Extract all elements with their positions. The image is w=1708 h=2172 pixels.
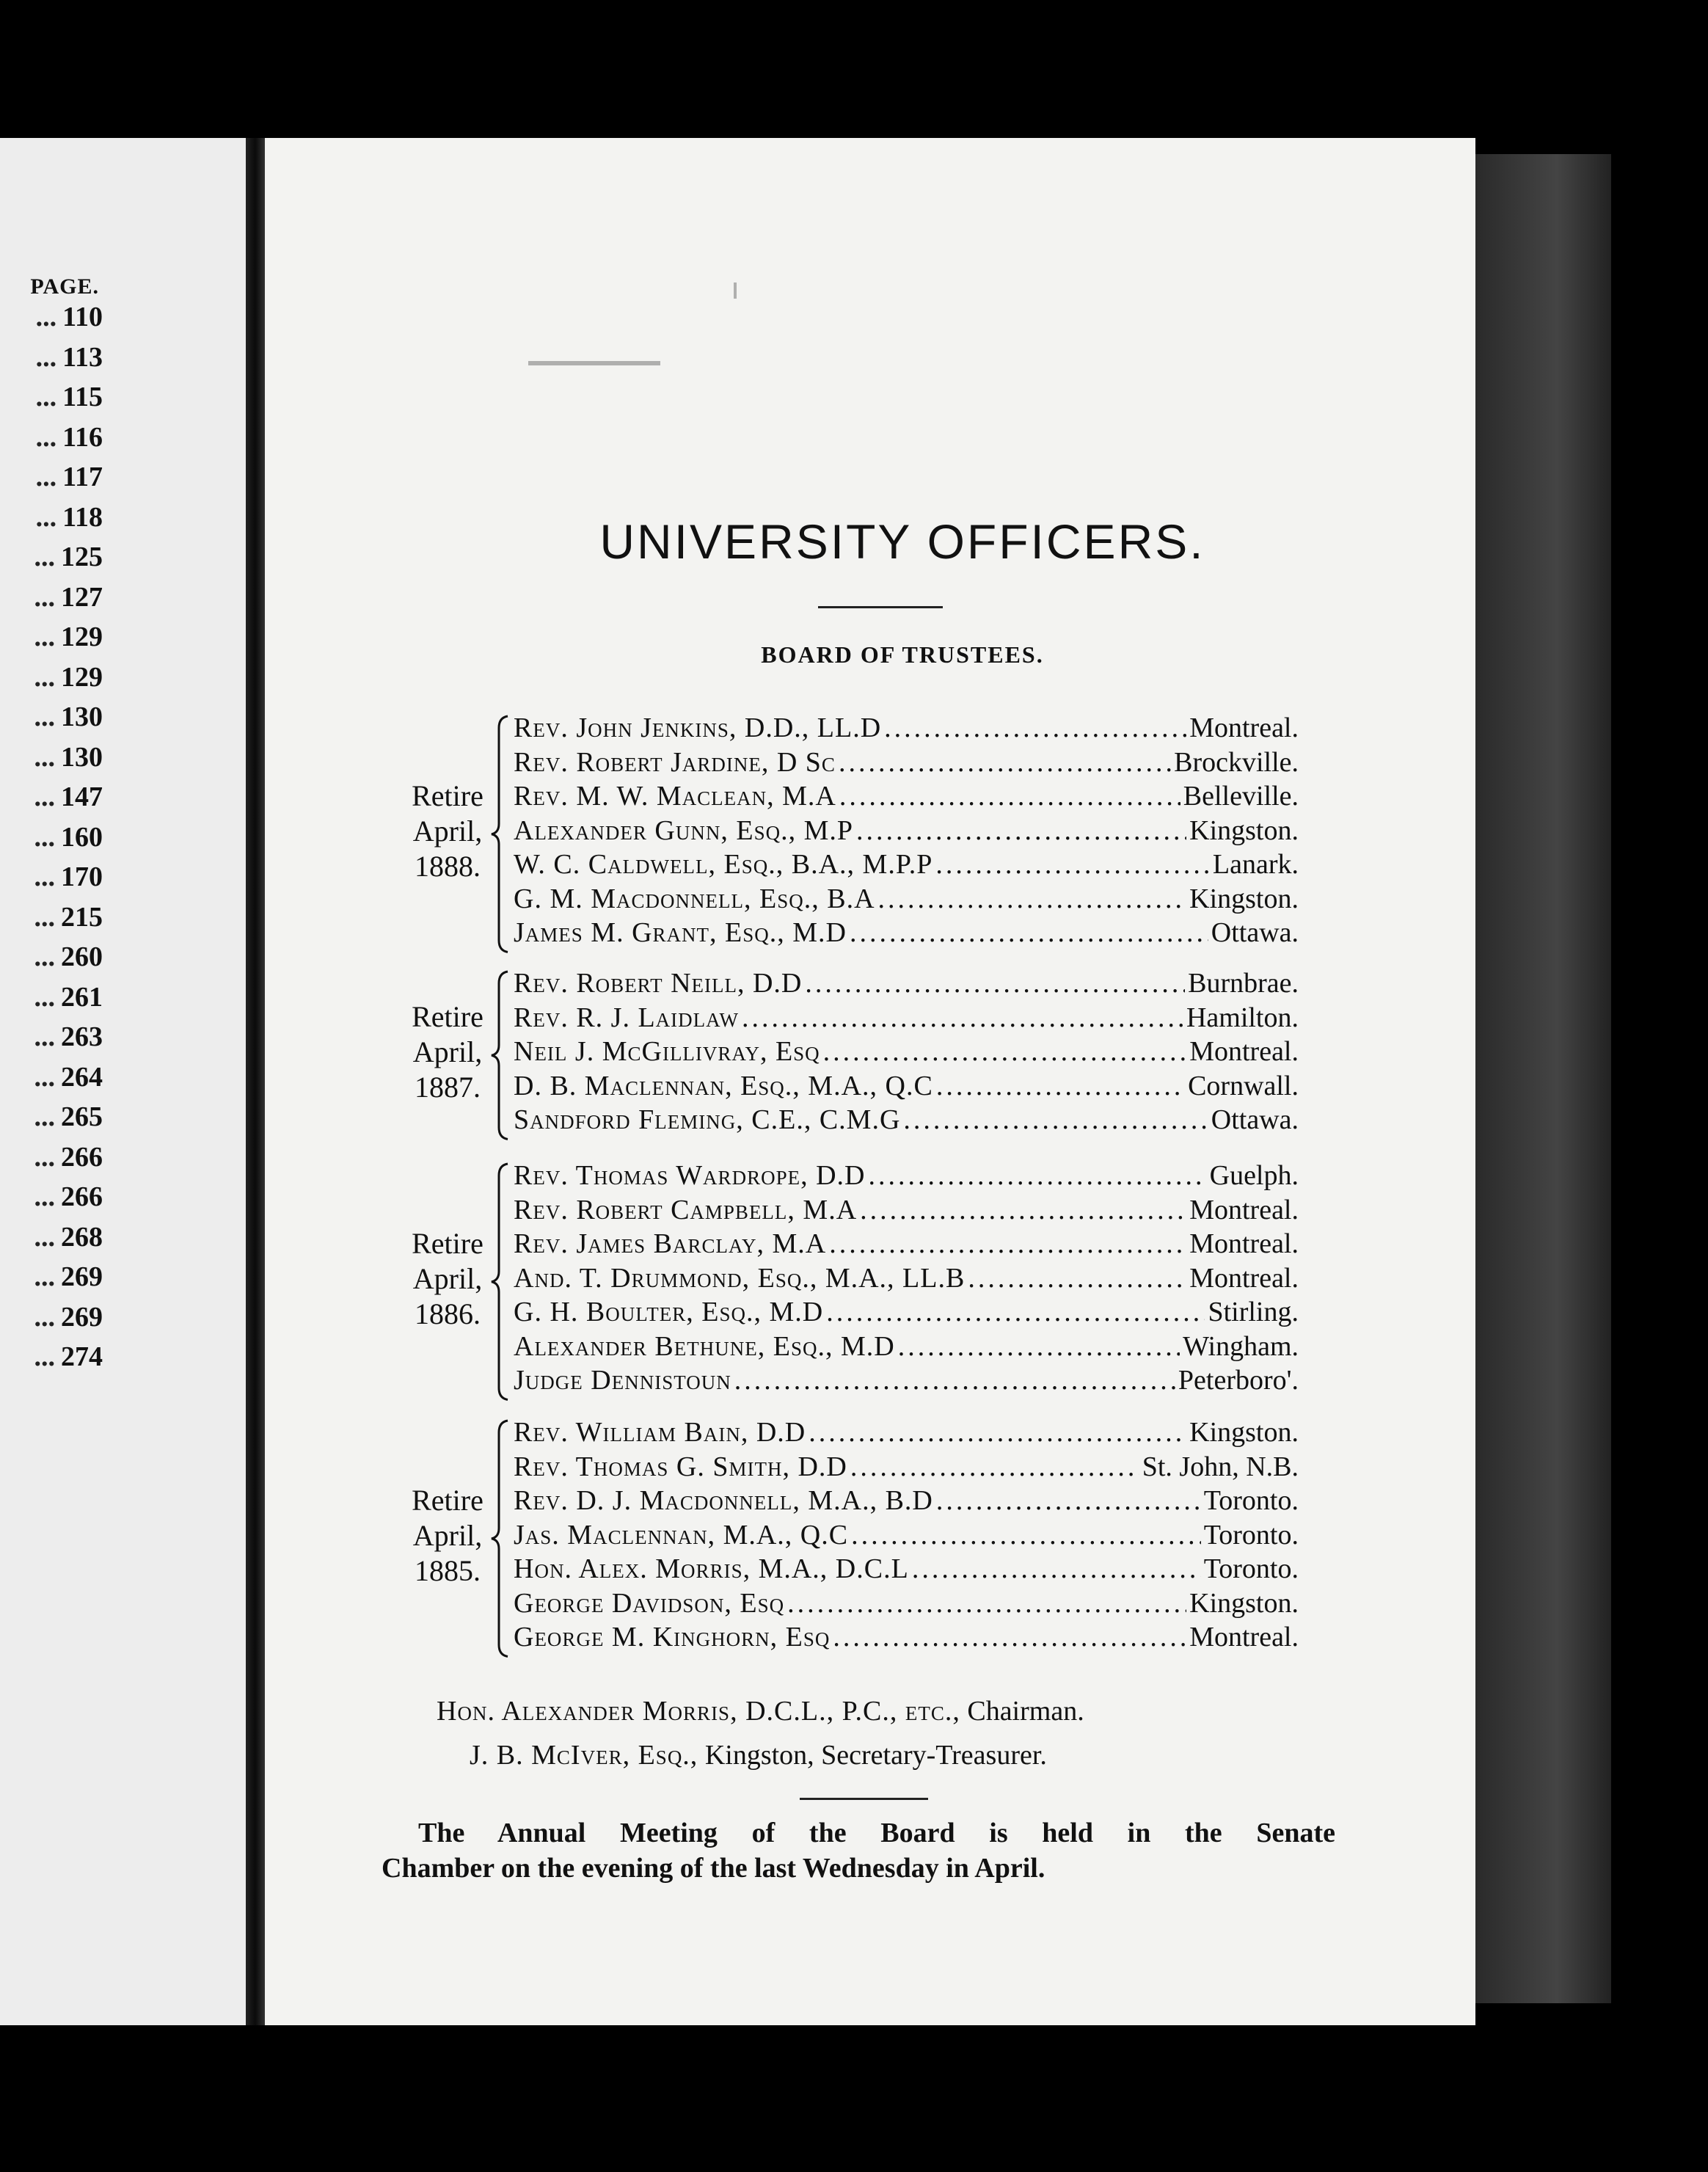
trustee-place: Montreal.: [1189, 1622, 1299, 1652]
leader-dots: [734, 1364, 1175, 1396]
toc-leader-dots: ...: [34, 1341, 55, 1372]
toc-page-row: [0, 301, 103, 333]
trustee-entry: [514, 1484, 1299, 1518]
leader-dots: [805, 967, 1185, 999]
toc-page-row: [0, 781, 103, 813]
print-smudge: [734, 283, 737, 299]
toc-page-row: [0, 1021, 103, 1053]
trustee-name: Rev. Robert Neill, D.D: [514, 968, 803, 999]
toc-leader-dots: ...: [34, 901, 55, 933]
toc-page-number: 269: [61, 1301, 103, 1333]
group-brace: [490, 1419, 512, 1658]
leader-dots: [884, 712, 1186, 744]
trustee-name: G. M. Macdonnell, Esq., B.A: [514, 883, 875, 914]
trustee-entry: [514, 1194, 1299, 1228]
toc-page-number: 170: [61, 861, 103, 892]
retire-label: [393, 1226, 503, 1332]
toc-page-row: [0, 501, 103, 533]
trustee-name: G. H. Boulter, Esq., M.D: [514, 1297, 824, 1327]
meeting-note-line-1: The Annual Meeting of the Board is held in the Senate: [418, 1818, 1335, 1848]
retire-label-line: Retire: [412, 779, 483, 812]
trustee-name: Rev. R. J. Laidlaw: [514, 1002, 739, 1033]
trustee-entry: [514, 1104, 1299, 1137]
trustee-name: Neil J. McGillivray, Esq: [514, 1036, 820, 1067]
leader-dots: [935, 848, 1210, 881]
toc-page-number: 127: [61, 581, 103, 613]
toc-page-row: [0, 821, 103, 853]
trustee-place: Stirling.: [1208, 1297, 1299, 1327]
toc-page-number: 266: [61, 1181, 103, 1212]
trustee-entry: [514, 1519, 1299, 1553]
toc-leader-dots: ...: [34, 1181, 55, 1212]
trustee-place: Ottawa.: [1211, 917, 1299, 948]
leader-dots: [809, 1416, 1186, 1448]
leader-dots: [826, 1296, 1205, 1328]
leader-dots: [968, 1262, 1186, 1294]
trustee-place: Burnbrae.: [1188, 968, 1299, 999]
leader-dots: [878, 883, 1187, 915]
retire-label: [393, 779, 503, 884]
toc-page-number: 268: [61, 1221, 103, 1253]
trustee-name: Alexander Gunn, Esq., M.P: [514, 815, 854, 846]
toc-page-row: [0, 701, 103, 733]
toc-leader-dots: ...: [35, 501, 57, 533]
leader-dots: [851, 1519, 1201, 1551]
toc-leader-dots: ...: [34, 981, 55, 1013]
trustee-entry: [514, 1451, 1299, 1484]
toc-page-row: [0, 1181, 103, 1213]
leader-dots: [850, 916, 1208, 949]
toc-page-row: [0, 661, 103, 693]
toc-leader-dots: ...: [35, 302, 57, 332]
toc-leader-dots: ...: [34, 661, 55, 693]
trustee-entry: [514, 1262, 1299, 1296]
trustee-place: Montreal.: [1189, 1036, 1299, 1067]
toc-page-number: 264: [61, 1061, 103, 1093]
toc-page-row: [0, 581, 103, 613]
toc-page-row: [0, 381, 103, 413]
leader-dots: [742, 1002, 1183, 1034]
toc-leader-dots: ...: [34, 1221, 55, 1253]
trustee-name: George Davidson, Esq: [514, 1587, 785, 1619]
trustee-name: Jas. Maclennan, M.A., Q.C: [514, 1519, 849, 1550]
trustee-entry: [514, 1416, 1299, 1450]
toc-leader-dots: ...: [34, 701, 55, 732]
retire-label: [393, 1483, 503, 1589]
retire-label-line: Retire: [412, 1226, 483, 1260]
trustee-name: D. B. Maclennan, Esq., M.A., Q.C: [514, 1070, 933, 1101]
trustee-place: Kingston.: [1189, 1417, 1299, 1448]
toc-leader-dots: ...: [34, 861, 55, 892]
trustee-place: Guelph.: [1209, 1160, 1299, 1191]
trustee-entry: [514, 1621, 1299, 1655]
trustee-place: Montreal.: [1189, 1262, 1299, 1294]
retire-label-line: Retire: [412, 1000, 483, 1034]
trustee-entry: [514, 848, 1299, 882]
trustee-entry: [514, 883, 1299, 916]
toc-page-number: 266: [61, 1141, 103, 1173]
toc-page-number: 129: [61, 661, 103, 693]
leader-dots: [850, 1451, 1139, 1483]
toc-page-number: 130: [61, 741, 103, 773]
toc-page-number: 274: [61, 1341, 103, 1372]
book-page-edges: [1475, 154, 1611, 2003]
toc-page-row: [0, 621, 103, 653]
retire-label-line: 1886.: [415, 1297, 481, 1330]
toc-leader-dots: ...: [34, 741, 55, 773]
trustee-place: St. John, N.B.: [1142, 1451, 1299, 1482]
trustee-name: W. C. Caldwell, Esq., B.A., M.P.P: [514, 849, 933, 880]
toc-page-row: [0, 461, 103, 493]
toc-leader-dots: ...: [35, 462, 57, 492]
trustee-entry: [514, 1070, 1299, 1104]
retire-label-line: April,: [412, 1518, 483, 1552]
trustee-name: Judge Dennistoun: [514, 1365, 731, 1396]
toc-leader-dots: ...: [35, 341, 57, 373]
chairman-name: Hon. Alexander Morris, D.C.L., P.C., etc.,: [437, 1696, 960, 1727]
group-brace: [490, 1162, 512, 1402]
trustee-place: Belleville.: [1183, 781, 1299, 812]
group-brace: [490, 715, 512, 954]
toc-leader-dots: ...: [34, 1261, 55, 1292]
trustee-entry: [514, 1159, 1299, 1193]
print-smudge: [528, 361, 660, 365]
trustee-name: Rev. Robert Jardine, D Sc: [514, 746, 836, 778]
book-gutter: [246, 138, 265, 2025]
retire-label-line: April,: [412, 1035, 483, 1069]
toc-page-row: [0, 541, 103, 573]
leader-dots: [860, 1194, 1186, 1226]
trustee-place: Brockville.: [1174, 746, 1299, 778]
trustee-place: Kingston.: [1189, 815, 1299, 846]
toc-page-row: [0, 1101, 103, 1133]
toc-leader-dots: ...: [34, 1101, 55, 1132]
retire-label-line: 1885.: [415, 1553, 481, 1587]
trustee-entry: [514, 712, 1299, 746]
toc-leader-dots: ...: [35, 421, 57, 453]
leader-dots: [936, 1484, 1201, 1517]
trustee-place: Wingham.: [1183, 1330, 1299, 1362]
toc-leader-dots: ...: [34, 781, 55, 812]
trustee-name: Rev. D. J. Macdonnell, M.A., B.D: [514, 1485, 933, 1516]
trustee-entry: [514, 1002, 1299, 1035]
title-divider: [818, 606, 943, 608]
trustee-place: Ottawa.: [1211, 1104, 1299, 1135]
secretary-line: [470, 1739, 1047, 1771]
leader-dots: [787, 1587, 1186, 1619]
trustee-place: Hamilton.: [1186, 1002, 1299, 1033]
group-brace: [490, 970, 512, 1141]
toc-page-row: [0, 1261, 103, 1293]
toc-leader-dots: ...: [34, 542, 55, 572]
trustee-name: Rev. John Jenkins, D.D., LL.D: [514, 713, 882, 743]
retire-label-line: April,: [412, 1261, 483, 1295]
toc-page-number: 118: [62, 501, 103, 533]
toc-page-row: [0, 941, 103, 973]
trustee-place: Toronto.: [1203, 1519, 1299, 1550]
trustee-place: Montreal.: [1189, 713, 1299, 743]
trustee-name: Rev. Thomas Wardrope, D.D: [514, 1160, 866, 1191]
toc-page-row: [0, 1341, 103, 1373]
toc-page-number: 113: [62, 341, 103, 373]
trustee-entry: [514, 1587, 1299, 1621]
toc-leader-dots: ...: [34, 1021, 55, 1052]
trustee-entry: [514, 1296, 1299, 1330]
secretary-details: Kingston, Secretary-Treasurer.: [704, 1740, 1047, 1771]
trustee-place: Peterboro'.: [1178, 1365, 1299, 1396]
chairman-role: Chairman.: [967, 1696, 1084, 1727]
toc-page-number: 261: [61, 981, 103, 1013]
leader-dots: [868, 1159, 1206, 1192]
leader-dots: [898, 1330, 1180, 1363]
trustee-entry: [514, 967, 1299, 1001]
trustee-entry: [514, 1364, 1299, 1398]
retire-label-line: April,: [412, 814, 483, 848]
toc-leader-dots: ...: [34, 821, 55, 853]
trustee-entry: [514, 780, 1299, 814]
leader-dots: [829, 1228, 1186, 1260]
toc-page-row: [0, 981, 103, 1013]
footer-divider: [800, 1798, 928, 1800]
leader-dots: [856, 815, 1186, 847]
toc-leader-dots: ...: [34, 1061, 55, 1093]
trustee-place: Kingston.: [1189, 1587, 1299, 1619]
toc-page-number: 115: [62, 382, 103, 412]
toc-page-row: [0, 861, 103, 893]
leader-dots: [839, 780, 1180, 812]
toc-page-row: [0, 1221, 103, 1253]
trustee-place: Toronto.: [1203, 1553, 1299, 1584]
toc-page-number: 130: [61, 701, 103, 732]
trustee-name: Rev. William Bain, D.D: [514, 1417, 806, 1448]
toc-leader-dots: ...: [35, 382, 57, 412]
trustee-place: Montreal.: [1189, 1228, 1299, 1259]
trustee-name: Sandford Fleming, C.E., C.M.G: [514, 1104, 901, 1135]
retire-label-line: 1888.: [415, 849, 481, 883]
toc-page-number: 160: [61, 821, 103, 853]
toc-page-row: [0, 741, 103, 773]
trustee-place: Lanark.: [1212, 849, 1299, 880]
toc-page-number: 260: [61, 941, 103, 972]
section-heading: BOARD OF TRUSTEES.: [761, 641, 1044, 668]
trustee-place: Toronto.: [1203, 1485, 1299, 1516]
leader-dots: [903, 1104, 1208, 1136]
meeting-note-line-2: Chamber on the evening of the last Wednesday in April.: [382, 1853, 1045, 1884]
trustee-name: Rev. Thomas G. Smith, D.D: [514, 1451, 847, 1482]
toc-page-row: [0, 341, 103, 373]
toc-page-number: 147: [61, 781, 103, 812]
trustee-entry: [514, 1035, 1299, 1069]
retire-label-line: Retire: [412, 1483, 483, 1517]
toc-page-number: 265: [61, 1101, 103, 1132]
trustee-name: Hon. Alex. Morris, M.A., D.C.L: [514, 1553, 909, 1584]
secretary-name: J. B. McIver, Esq.,: [470, 1740, 698, 1771]
toc-page-number: 117: [62, 462, 103, 492]
leader-dots: [936, 1070, 1185, 1102]
toc-page-number: 263: [61, 1021, 103, 1052]
toc-leader-dots: ...: [34, 622, 55, 652]
toc-page-number: 125: [61, 542, 103, 572]
toc-leader-dots: ...: [34, 1141, 55, 1173]
retire-label-line: 1887.: [415, 1071, 481, 1104]
trustee-name: Rev. M. W. Maclean, M.A: [514, 781, 836, 812]
trustee-entry: [514, 1228, 1299, 1261]
trustee-name: George M. Kinghorn, Esq: [514, 1622, 831, 1652]
toc-page-number: 129: [61, 622, 103, 652]
trustee-entry: [514, 815, 1299, 848]
toc-page-row: [0, 901, 103, 933]
chairman-line: [437, 1695, 1084, 1727]
leader-dots: [833, 1621, 1186, 1653]
toc-page-row: [0, 1061, 103, 1093]
leader-dots: [912, 1553, 1201, 1585]
toc-leader-dots: ...: [34, 581, 55, 613]
trustee-name: James M. Grant, Esq., M.D: [514, 917, 847, 948]
trustee-place: Kingston.: [1189, 883, 1299, 914]
trustee-name: Rev. Robert Campbell, M.A: [514, 1194, 858, 1225]
toc-leader-dots: ...: [34, 941, 55, 972]
toc-page-heading: PAGE.: [30, 274, 99, 299]
trustee-name: Alexander Bethune, Esq., M.D: [514, 1330, 895, 1362]
toc-page-row: [0, 421, 103, 453]
trustee-name: Rev. James Barclay, M.A: [514, 1228, 827, 1259]
meeting-note: [382, 1815, 1335, 1886]
toc-page-number: 269: [61, 1261, 103, 1292]
leader-dots: [839, 746, 1171, 779]
leader-dots: [823, 1035, 1187, 1068]
trustee-entry: [514, 746, 1299, 780]
toc-page-number: 116: [62, 421, 103, 453]
toc-leader-dots: ...: [34, 1301, 55, 1333]
trustee-place: Montreal.: [1189, 1194, 1299, 1225]
trustee-name: And. T. Drummond, Esq., M.A., LL.B: [514, 1262, 966, 1294]
page-title: UNIVERSITY OFFICERS.: [599, 514, 1205, 569]
trustee-entry: [514, 916, 1299, 950]
toc-page-number: 215: [61, 901, 103, 933]
trustee-entry: [514, 1330, 1299, 1364]
toc-page-number: 110: [62, 302, 103, 332]
toc-page-row: [0, 1141, 103, 1173]
toc-page-row: [0, 1301, 103, 1333]
trustee-entry: [514, 1553, 1299, 1586]
trustee-place: Cornwall.: [1188, 1070, 1299, 1101]
retire-label: [393, 999, 503, 1105]
